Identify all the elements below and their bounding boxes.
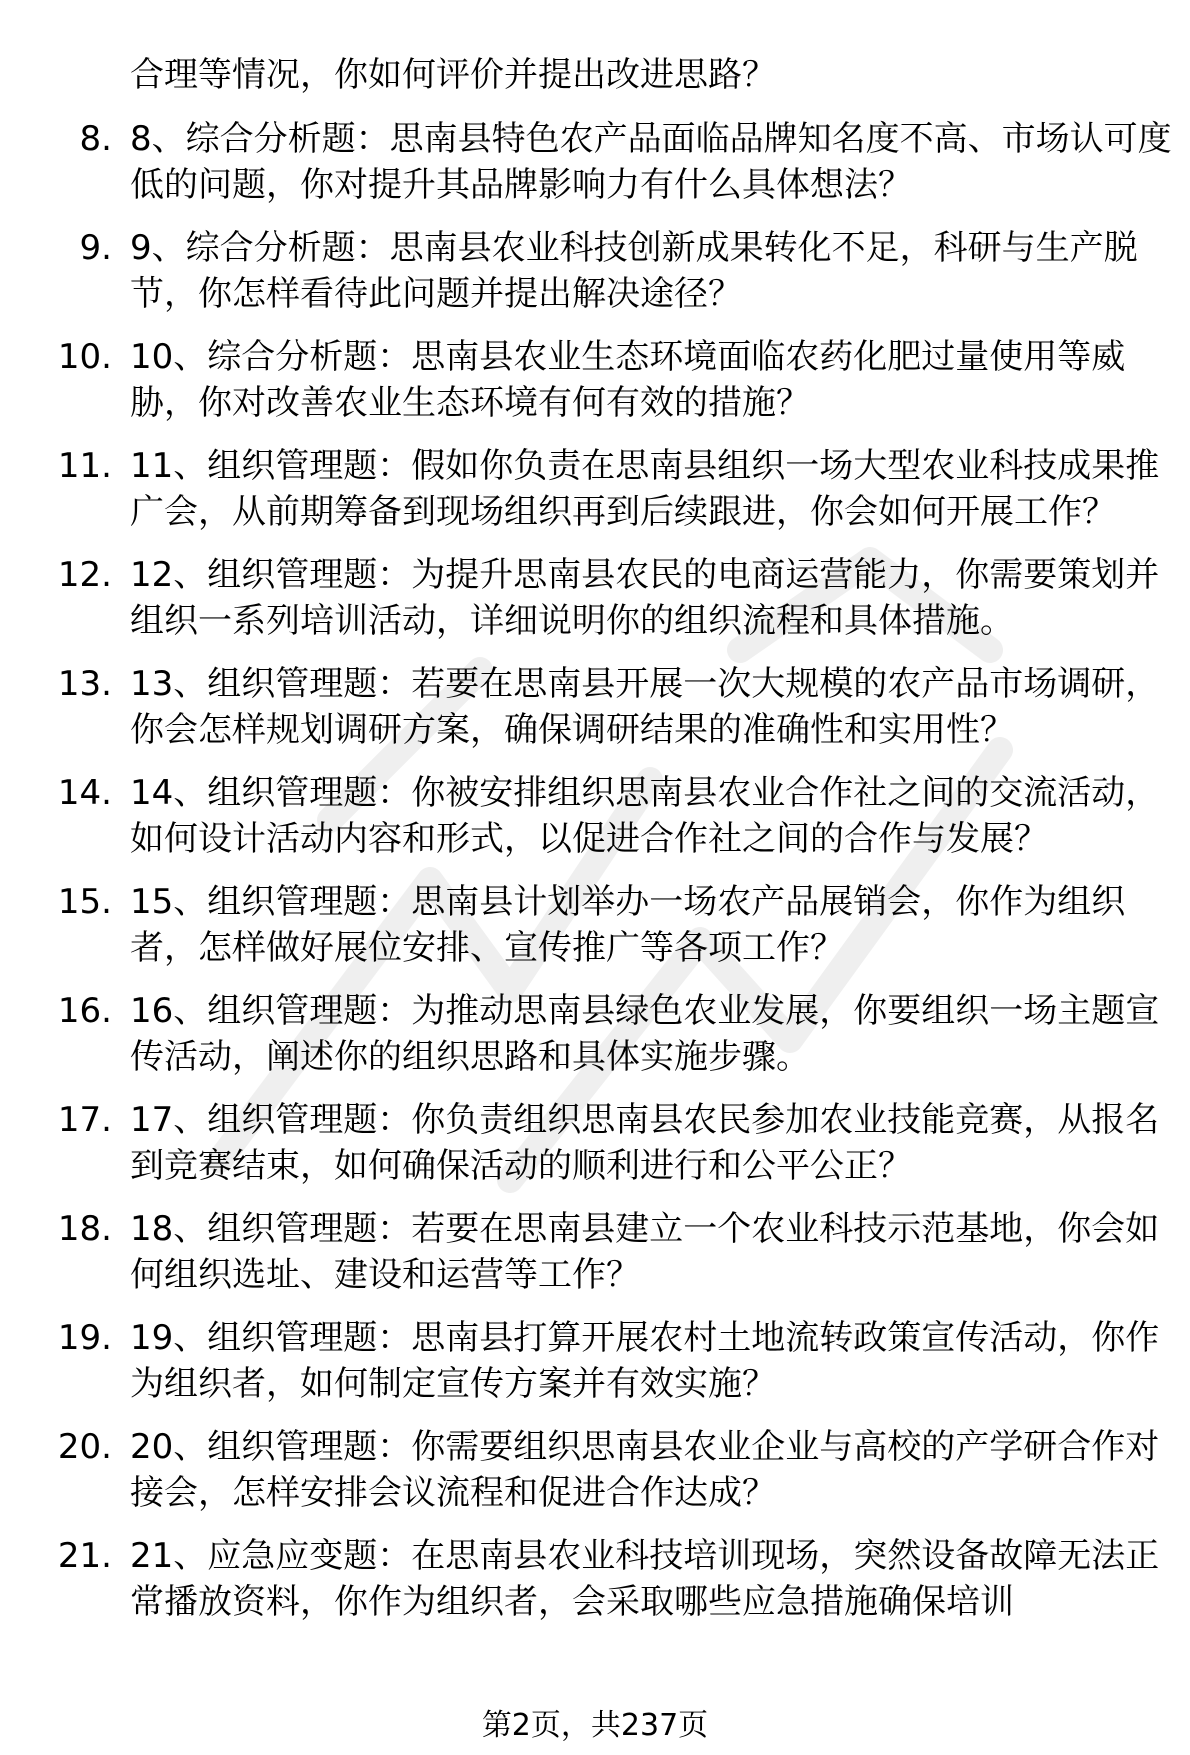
question-number: 16. [57,991,112,1031]
question-number: 18. [57,1209,112,1249]
question-number: 19. [57,1318,112,1358]
question-text: 12、组织管理题：为提升思南县农民的电商运营能力，你需要策划并组织一系列培训活动，详细说明你的组织流程和具体措施。 [130,555,1160,641]
question-item [0,770,1172,862]
question-text: 11、组织管理题：假如你负责在思南县组织一场大型农业科技成果推广会，从前期筹备到现场组织再到后续跟进，你会如何开展工作？ [130,446,1160,532]
question-text: 18、组织管理题：若要在思南县建立一个农业科技示范基地，你会如何组织选址、建设和运营等工作？ [130,1209,1160,1295]
question-item [0,334,1172,426]
question-number: 20. [57,1427,112,1467]
question-text: 16、组织管理题：为推动思南县绿色农业发展，你要组织一场主题宣传活动，阐述你的组织思路和具体实施步骤。 [130,991,1160,1077]
question-text: 17、组织管理题：你负责组织思南县农民参加农业技能竞赛，从报名到竞赛结束，如何确保活动的顺利进行和公平公正？ [130,1100,1160,1186]
question-number: 17. [57,1100,112,1140]
question-item [0,1533,1172,1625]
question-item [0,225,1172,317]
question-number: 15. [57,882,112,922]
question-item [0,552,1172,644]
question-number: 8. [79,119,112,159]
question-number: 9. [79,228,112,268]
question-number: 21. [57,1536,112,1576]
question-item [0,988,1172,1080]
question-item [0,1424,1172,1516]
question-number: 11. [57,446,112,486]
question-number: 12. [57,555,112,595]
question-text: 19、组织管理题：思南县打算开展农村土地流转政策宣传活动，你作为组织者，如何制定宣传方案并有效实施？ [130,1318,1160,1404]
question-text: 15、组织管理题：思南县计划举办一场农产品展销会，你作为组织者，怎样做好展位安排、宣传推广等各项工作？ [130,882,1126,968]
continuation-text: 合理等情况，你如何评价并提出改进思路？ [130,55,776,95]
question-number: 13. [57,664,112,704]
question-number: 10. [57,337,112,377]
question-item [0,443,1172,535]
question-text: 13、组织管理题：若要在思南县开展一次大规模的农产品市场调研，你会怎样规划调研方案，确保调研结果的准确性和实用性？ [130,664,1160,750]
question-item [0,1097,1172,1189]
question-item [0,1206,1172,1298]
question-item [0,661,1172,753]
question-number: 14. [57,773,112,813]
question-text: 14、组织管理题：你被安排组织思南县农业合作社之间的交流活动，如何设计活动内容和形式，以促进合作社之间的合作与发展？ [130,773,1160,859]
question-item [0,116,1172,208]
question-text: 9、综合分析题：思南县农业科技创新成果转化不足，科研与生产脱节，你怎样看待此问题并提出解决途径？ [130,228,1138,314]
question-list [0,116,1190,1642]
question-text: 21、应急应变题：在思南县农业科技培训现场，突然设备故障无法正常播放资料，你作为组织者，会采取哪些应急措施确保培训 [130,1536,1160,1622]
question-item [0,879,1172,971]
question-text: 8、综合分析题：思南县特色农产品面临品牌知名度不高、市场认可度低的问题，你对提升其品牌影响力有什么具体想法？ [130,119,1172,205]
question-text: 10、综合分析题：思南县农业生态环境面临农药化肥过量使用等威胁，你对改善农业生态环境有何有效的措施？ [130,337,1126,423]
question-text: 20、组织管理题：你需要组织思南县农业企业与高校的产学研合作对接会，怎样安排会议流程和促进合作达成？ [130,1427,1160,1513]
page-footer: 第2页，共237页 [481,1708,709,1743]
question-item [0,1315,1172,1407]
